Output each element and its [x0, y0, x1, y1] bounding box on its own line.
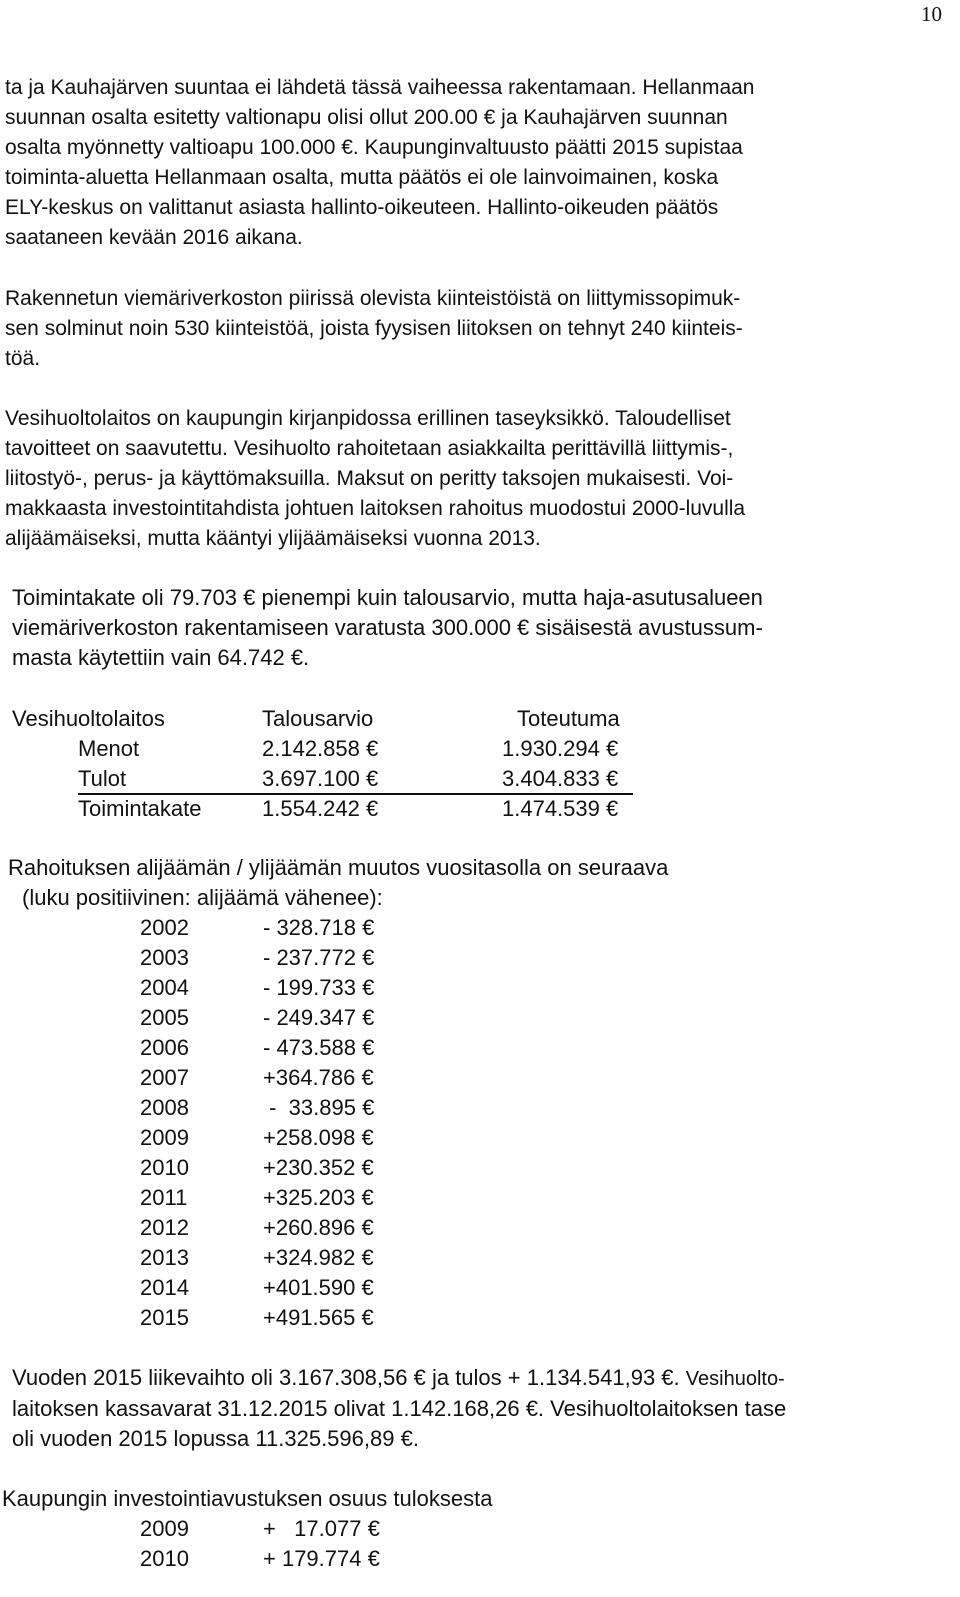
- text-line: oli vuoden 2015 lopussa 11.325.596,89 €.: [12, 1426, 419, 1451]
- table-row: [140, 1093, 440, 1123]
- text-line: saataneen kevään 2016 aikana.: [5, 226, 303, 249]
- year: 2006: [140, 1035, 189, 1060]
- year: 2010: [140, 1155, 189, 1180]
- table-row: [140, 1303, 440, 1333]
- year: 2003: [140, 945, 189, 970]
- text-line: viemäriverkoston rakentamiseen varatusta 300.000 € sisäisestä avustussum-: [12, 615, 763, 640]
- text-segment: Vuoden 2015 liikevaihto oli 3.167.308,56 € ja tulos + 1.134.541,93 €.: [12, 1365, 686, 1390]
- text-line: alijäämäiseksi, mutta kääntyi ylijäämäiseksi vuonna 2013.: [5, 527, 541, 550]
- text-line: [12, 1363, 947, 1394]
- year: 2008: [140, 1095, 189, 1120]
- change-value: - 199.733 €: [263, 975, 375, 1000]
- investment-heading: Kaupungin investointiavustuksen osuus tuloksesta: [2, 1486, 493, 1511]
- change-value: +491.565 €: [263, 1305, 374, 1330]
- text-line: (luku positiivinen: alijäämä vähenee):: [22, 885, 383, 910]
- table-row: [140, 1153, 440, 1183]
- paragraph-finance: [5, 404, 940, 554]
- row-label: Menot: [78, 736, 140, 761]
- text-line: toiminta-aluetta Hellanmaan osalta, mutta päätös ei ole lainvoimainen, koska: [5, 166, 719, 189]
- text-line: Rakennetun viemäriverkoston piirissä olevista kiinteistöistä on liittymissopimuk-: [5, 287, 741, 310]
- table-row: [140, 1243, 440, 1273]
- actual-value: 1.930.294 €: [502, 736, 619, 761]
- year: 2005: [140, 1005, 189, 1030]
- text-line: Vesihuoltolaitos on kaupungin kirjanpidossa erillinen taseyksikkö. Taloudelliset: [5, 407, 731, 430]
- table-header: Talousarvio: [262, 706, 374, 731]
- text-segment: Vesihuolto-: [685, 1368, 785, 1390]
- year: 2013: [140, 1245, 189, 1270]
- text-line: liitostyö-, perus- ja käyttömaksuilla. Maksut on peritty taksojen mukaisesti. Voi-: [5, 467, 734, 490]
- subsidy-value: + 17.077 €: [263, 1516, 380, 1541]
- text-line: Toimintakate oli 79.703 € pienempi kuin talousarvio, mutta haja-asutusalueen: [12, 585, 763, 610]
- table-row: [140, 1033, 440, 1063]
- paragraph-operating-margin: [12, 583, 947, 673]
- year: 2012: [140, 1215, 189, 1240]
- text-line: ELY-keskus on valittanut asiasta hallinto-oikeuteen. Hallinto-oikeuden päätös: [5, 196, 719, 219]
- change-value: - 249.347 €: [263, 1005, 375, 1030]
- table-row: [140, 1213, 440, 1243]
- year: 2009: [140, 1516, 189, 1541]
- change-value: - 328.718 €: [263, 915, 375, 940]
- page-number: 10: [921, 2, 942, 26]
- change-value: - 473.588 €: [263, 1035, 375, 1060]
- year: 2015: [140, 1305, 189, 1330]
- subsidy-value: + 179.774 €: [263, 1546, 380, 1571]
- table-row: [140, 1514, 440, 1544]
- year: 2011: [140, 1185, 188, 1210]
- year: 2002: [140, 915, 189, 940]
- paragraph-construction: [5, 73, 940, 253]
- table-header: Vesihuoltolaitos: [12, 706, 165, 731]
- actual-value: 3.404.833 €: [502, 766, 619, 791]
- budget-value: 2.142.858 €: [262, 736, 379, 761]
- change-value: - 237.772 €: [263, 945, 375, 970]
- text-line: laitoksen kassavarat 31.12.2015 olivat 1.142.168,26 €. Vesihuoltolaitoksen tase: [12, 1396, 787, 1421]
- change-value: +230.352 €: [263, 1155, 374, 1180]
- table-header: Toteutuma: [517, 706, 620, 731]
- year: 2007: [140, 1065, 189, 1090]
- year: 2014: [140, 1275, 189, 1300]
- table-row: [140, 913, 440, 943]
- financing-heading: [8, 853, 668, 913]
- year: 2009: [140, 1125, 189, 1150]
- table-row: [140, 973, 440, 1003]
- year: 2010: [140, 1546, 189, 1571]
- text-line: osalta myönnetty valtioapu 100.000 €. Kaupunginvaltuusto päätti 2015 supistaa: [5, 136, 743, 159]
- table-row: [140, 1183, 440, 1213]
- table-row: [140, 1273, 440, 1303]
- budget-value: 1.554.242 €: [262, 796, 379, 821]
- actual-value: 1.474.539 €: [502, 796, 619, 821]
- table-row: [140, 1063, 440, 1093]
- change-value: +260.896 €: [263, 1215, 374, 1240]
- year: 2004: [140, 975, 189, 1000]
- row-label: Tulot: [78, 766, 127, 791]
- change-value: +401.590 €: [263, 1275, 374, 1300]
- table-row: [140, 1003, 440, 1033]
- paragraph-connections: [5, 284, 940, 374]
- row-label: Toimintakate: [78, 796, 202, 821]
- change-value: +324.982 €: [263, 1245, 374, 1270]
- table-row: [140, 1544, 440, 1574]
- change-value: +258.098 €: [263, 1125, 374, 1150]
- text-line: töä.: [5, 347, 41, 370]
- text-line: tavoitteet on saavutettu. Vesihuolto rahoitetaan asiakkailta perittävillä liittymis-,: [5, 437, 734, 460]
- text-line: suunnan osalta esitetty valtionapu olisi ollut 200.00 € ja Kauhajärven suunnan: [5, 106, 728, 129]
- investment-table: [140, 1514, 440, 1574]
- budget-value: 3.697.100 €: [262, 766, 379, 791]
- paragraph-turnover: [12, 1363, 947, 1454]
- change-value: +364.786 €: [263, 1065, 374, 1090]
- text-line: makkaasta investointitahdista johtuen laitoksen rahoitus muodostui 2000-luvulla: [5, 497, 746, 520]
- table-row: [140, 943, 440, 973]
- text-line: Rahoituksen alijäämän / ylijäämän muutos vuositasolla on seuraava: [8, 855, 669, 880]
- financing-table: [140, 913, 440, 1333]
- text-line: masta käytettiin vain 64.742 €.: [12, 645, 310, 670]
- change-value: +325.203 €: [263, 1185, 374, 1210]
- change-value: - 33.895 €: [263, 1095, 375, 1120]
- text-line: ta ja Kauhajärven suuntaa ei lähdetä tässä vaiheessa rakentamaan. Hellanmaan: [5, 76, 755, 99]
- table-row: [140, 1123, 440, 1153]
- text-line: sen solminut noin 530 kiinteistöä, joista fyysisen liitoksen on tehnyt 240 kiinteis-: [5, 317, 743, 340]
